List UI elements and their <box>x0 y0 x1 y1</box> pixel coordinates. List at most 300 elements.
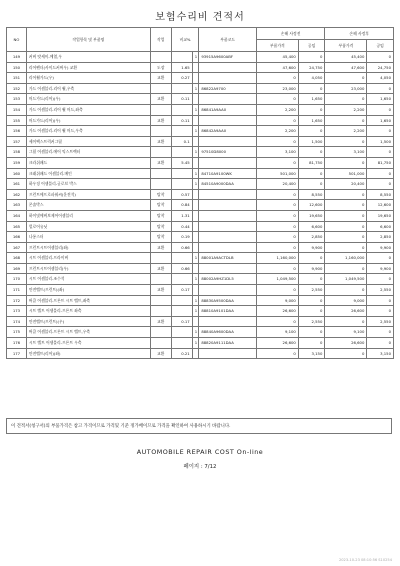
cell-rate <box>171 52 192 63</box>
cell-no: 160 <box>7 168 27 179</box>
table-row <box>7 221 394 232</box>
cell-after-parts: 2,200 <box>325 104 367 115</box>
cell-qty <box>192 221 199 232</box>
cell-no: 161 <box>7 179 27 190</box>
cell-work: 탈착 <box>150 221 171 232</box>
cell-before-labor: 81,750 <box>298 157 325 168</box>
cell-qty <box>192 157 199 168</box>
cell-item: 시트 벨트 어셈블리-프론트 좌측 <box>26 306 150 317</box>
cell-qty <box>192 348 199 359</box>
cell-work: 교환 <box>150 157 171 168</box>
cell-no: 171 <box>7 285 27 296</box>
header-part-code: 부품코드 <box>199 28 256 52</box>
cell-part-code: 88810A9101DAA <box>199 306 256 317</box>
cell-after-labor: 6,600 <box>367 221 394 232</box>
disclaimer-note: 이 견적서(청구서)의 부품가격은 참고 가격이므로 가격및 기준 정가배이므로 가격을 확인하여 사용하시기 바랍니다. <box>6 418 392 434</box>
cell-item: 시트 벨트 어셈블리-프론트 우측 <box>26 338 150 349</box>
cell-before-labor: 12,600 <box>298 200 325 211</box>
cell-part-code <box>199 316 256 327</box>
cell-before-parts: 0 <box>256 73 298 84</box>
cell-rate: 0.17 <box>171 285 192 296</box>
cell-work <box>150 83 171 94</box>
cell-before-parts: 0 <box>256 115 298 126</box>
cell-rate: 0.84 <box>171 200 192 211</box>
cell-no: 164 <box>7 210 27 221</box>
table-row <box>7 126 394 137</box>
cell-before-labor: 0 <box>298 179 325 190</box>
cell-after-labor: 81,750 <box>367 157 394 168</box>
cell-item: 크래쉬패드 어셈블리-메인 <box>26 168 150 179</box>
cell-item: 리어펜더(사이드커버우) 교환 <box>26 62 150 73</box>
cell-after-parts: 20,400 <box>325 179 367 190</box>
cell-qty <box>192 200 199 211</box>
cell-item: 안전벨트(프런트)(우) <box>26 316 150 327</box>
cell-work <box>150 52 171 63</box>
table-row <box>7 62 394 73</box>
cell-rate: 0.1 <box>171 136 192 147</box>
header-before-group: 손해 사정전 <box>256 28 325 40</box>
cell-qty: 1 <box>192 327 199 338</box>
cell-part-code <box>199 210 256 221</box>
cell-part-code <box>199 62 256 73</box>
cell-part-code <box>199 157 256 168</box>
cell-part-code: 88001A9ACTDLB <box>199 253 256 264</box>
cell-after-parts: 2,200 <box>325 126 367 137</box>
cell-qty <box>192 189 199 200</box>
cell-after-labor: 0 <box>367 179 394 190</box>
cell-after-parts: 0 <box>325 200 367 211</box>
cell-rate: 0.66 <box>171 242 192 253</box>
cell-before-labor: 2,850 <box>298 232 325 243</box>
cell-after-parts: 0 <box>325 285 367 296</box>
cell-qty <box>192 285 199 296</box>
cell-after-labor: 3,150 <box>367 348 394 359</box>
cell-part-code: 84510A9000DAA <box>199 179 256 190</box>
table-row <box>7 83 394 94</box>
cell-no: 152 <box>7 83 27 94</box>
cell-work: 탈착 <box>150 232 171 243</box>
cell-work: 교환 <box>150 285 171 296</box>
cell-rate: 0.27 <box>171 73 192 84</box>
cell-before-labor: 2,550 <box>298 285 325 296</box>
cell-work: 교환 <box>150 348 171 359</box>
cell-before-labor: 9,900 <box>298 263 325 274</box>
cell-before-labor: 0 <box>298 253 325 264</box>
cell-qty <box>192 73 199 84</box>
cell-before-labor: 0 <box>298 83 325 94</box>
cell-rate: 0.57 <box>171 189 192 200</box>
cell-qty: 1 <box>192 147 199 158</box>
cell-before-parts: 0 <box>256 221 298 232</box>
cell-before-labor: 19,650 <box>298 210 325 221</box>
cell-work: 교환 <box>150 94 171 105</box>
cell-qty: 1 <box>192 295 199 306</box>
cell-qty <box>192 62 199 73</box>
cell-no: 169 <box>7 263 27 274</box>
cell-after-parts: 9,100 <box>325 327 367 338</box>
cell-after-labor: 9,900 <box>367 242 394 253</box>
cell-item: 시트 어셈블리-조수석 <box>26 274 150 285</box>
header-after-parts: 부품가격 <box>325 40 367 52</box>
cell-before-parts: 0 <box>256 242 298 253</box>
cell-before-parts: 0 <box>256 210 298 221</box>
cell-item: 안전벨트(프런트)(좌) <box>26 285 150 296</box>
table-row <box>7 200 394 211</box>
cell-after-parts: 9,000 <box>325 295 367 306</box>
cell-part-code: 88820A9111DAA <box>199 338 256 349</box>
cell-work <box>150 327 171 338</box>
document-title: 보험수리비 견적서 <box>155 12 245 23</box>
cell-qty <box>192 263 199 274</box>
cell-after-parts: 45,400 <box>325 52 367 63</box>
cell-before-parts: 0 <box>256 200 298 211</box>
cell-work <box>150 274 171 285</box>
header-before-labor: 공임 <box>298 40 325 52</box>
cell-part-code: 88840A9600DAA <box>199 327 256 338</box>
cell-no: 166 <box>7 232 27 243</box>
cell-work <box>150 168 171 179</box>
header-before-parts: 부품가격 <box>256 40 298 52</box>
table-row <box>7 147 394 158</box>
header-rate: 비교% <box>171 28 199 52</box>
cell-after-labor: 0 <box>367 83 394 94</box>
cell-before-labor: 0 <box>298 274 325 285</box>
cell-before-labor: 1,650 <box>298 115 325 126</box>
cell-before-labor: 0 <box>298 338 325 349</box>
table-row <box>7 274 394 285</box>
cell-rate <box>171 295 192 306</box>
cell-item: 그릴 어셈블리-에어 익스트랙터 <box>26 147 150 158</box>
cell-before-parts: 23,000 <box>256 83 298 94</box>
table-row <box>7 316 394 327</box>
header-item: 작업항목 및 부품명 <box>26 28 150 52</box>
cell-work: 교환 <box>150 73 171 84</box>
cell-after-labor: 1,650 <box>367 115 394 126</box>
cell-after-labor: 0 <box>367 327 394 338</box>
cell-item: 나롱스터 <box>26 232 150 243</box>
cell-before-labor: 1,650 <box>298 94 325 105</box>
cell-before-parts: 0 <box>256 136 298 147</box>
cell-qty <box>192 210 199 221</box>
cell-no: 172 <box>7 295 27 306</box>
cell-after-parts: 0 <box>325 316 367 327</box>
cell-qty: 1 <box>192 338 199 349</box>
cell-before-parts: 1,049,500 <box>256 274 298 285</box>
table-row <box>7 232 394 243</box>
cell-item: 멀로어유닛 <box>26 221 150 232</box>
cell-no: 149 <box>7 52 27 63</box>
cell-before-labor: 2,550 <box>298 316 325 327</box>
cell-part-code: 97510D8000 <box>199 147 256 158</box>
cell-after-labor: 2,850 <box>367 232 394 243</box>
cell-after-labor: 0 <box>367 253 394 264</box>
cell-part-code <box>199 115 256 126</box>
cell-rate <box>171 179 192 190</box>
cell-rate <box>171 168 192 179</box>
cell-before-parts: 0 <box>256 94 298 105</box>
cell-rate: 0.17 <box>171 316 192 327</box>
cell-qty <box>192 232 199 243</box>
cell-qty: 1 <box>192 179 199 190</box>
cell-qty <box>192 94 199 105</box>
cell-no: 163 <box>7 200 27 211</box>
cell-before-labor: 0 <box>298 52 325 63</box>
cell-before-parts: 47,600 <box>256 62 298 73</box>
cell-after-labor: 0 <box>367 126 394 137</box>
cell-before-parts: 1,160,000 <box>256 253 298 264</box>
cell-work <box>150 104 171 115</box>
cell-after-parts: 0 <box>325 348 367 359</box>
cell-before-labor: 0 <box>298 327 325 338</box>
cell-after-labor: 0 <box>367 168 394 179</box>
cell-rate <box>171 327 192 338</box>
cell-no: 155 <box>7 115 27 126</box>
cell-after-parts: 0 <box>325 232 367 243</box>
header-after-group: 손해 사정후 <box>325 28 394 40</box>
cell-no: 153 <box>7 94 27 105</box>
cell-work: 교환 <box>150 263 171 274</box>
cell-no: 162 <box>7 189 27 200</box>
cell-after-labor: 0 <box>367 147 394 158</box>
cell-qty <box>192 115 199 126</box>
table-row <box>7 73 394 84</box>
cell-before-labor: 0 <box>298 168 325 179</box>
cell-qty: 1 <box>192 83 199 94</box>
cell-work: 교환 <box>150 316 171 327</box>
table-body <box>7 52 394 359</box>
cell-qty: 1 <box>192 253 199 264</box>
cell-before-labor: 9,900 <box>298 242 325 253</box>
cell-item: 하이및에버보제어어셈블리 <box>26 210 150 221</box>
cell-qty <box>192 316 199 327</box>
cell-after-parts: 0 <box>325 73 367 84</box>
table-row <box>7 285 394 296</box>
cell-before-labor: 6,600 <box>298 221 325 232</box>
cell-part-code: 86822A9700 <box>199 83 256 94</box>
footer-page-number: 페이지 : 7/12 <box>183 464 217 470</box>
cell-after-parts: 0 <box>325 210 367 221</box>
cell-before-parts: 2,200 <box>256 126 298 137</box>
cell-after-parts: 23,000 <box>325 83 367 94</box>
cell-item: 가드 어셈블리-리어 휠 머드,좌측 <box>26 104 150 115</box>
cell-part-code <box>199 136 256 147</box>
cell-qty: 1 <box>192 274 199 285</box>
cell-no: 168 <box>7 253 27 264</box>
cell-after-labor: 2,550 <box>367 285 394 296</box>
cell-no: 156 <box>7 126 27 137</box>
cell-after-parts: 0 <box>325 157 367 168</box>
cell-before-labor: 0 <box>298 147 325 158</box>
cell-item: 프런트에프로파워씨(운전석) <box>26 189 150 200</box>
cell-no: 159 <box>7 157 27 168</box>
cell-no: 173 <box>7 306 27 317</box>
cell-after-labor: 4,050 <box>367 73 394 84</box>
cell-before-parts: 0 <box>256 189 298 200</box>
cell-after-labor: 19,650 <box>367 210 394 221</box>
table-row <box>7 179 394 190</box>
cell-before-parts: 0 <box>256 232 298 243</box>
cell-part-code <box>199 285 256 296</box>
cell-rate: 0.66 <box>171 263 192 274</box>
cell-work <box>150 126 171 137</box>
cell-part-code <box>199 189 256 200</box>
cell-work: 교환 <box>150 115 171 126</box>
cell-after-labor: 9,900 <box>367 263 394 274</box>
cell-before-parts: 0 <box>256 157 298 168</box>
table-row <box>7 157 394 168</box>
cell-part-code <box>199 221 256 232</box>
table-row <box>7 306 394 317</box>
header-no: NO <box>7 28 27 52</box>
table-row <box>7 263 394 274</box>
cell-part-code: 88830A9500DAA <box>199 295 256 306</box>
cell-item: 안전벨트(리어)(좌) <box>26 348 150 359</box>
cell-part-code: 93915A9600ABF <box>199 52 256 63</box>
cell-before-labor: 4,050 <box>298 73 325 84</box>
table-row <box>7 338 394 349</box>
cell-after-parts: 0 <box>325 263 367 274</box>
cell-part-code: 88002A9HZ1DL5 <box>199 274 256 285</box>
header-after-labor: 공임 <box>367 40 394 52</box>
cell-after-labor: 12,600 <box>367 200 394 211</box>
print-timestamp: 2023-10-23 08:10:56 S10254 <box>338 558 392 562</box>
cell-after-labor: 0 <box>367 306 394 317</box>
cell-after-parts: 501,000 <box>325 168 367 179</box>
cell-qty <box>192 242 199 253</box>
table-row <box>7 210 394 221</box>
cell-item: 가드 어셈블리-리어 휠 머드,우측 <box>26 126 150 137</box>
cell-qty: 1 <box>192 52 199 63</box>
cell-no: 175 <box>7 327 27 338</box>
cell-rate <box>171 104 192 115</box>
cell-work: 교환 <box>150 242 171 253</box>
table-row <box>7 104 394 115</box>
cell-after-parts: 0 <box>325 136 367 147</box>
cell-after-parts: 26,600 <box>325 306 367 317</box>
cell-after-labor: 0 <box>367 104 394 115</box>
cell-after-labor: 0 <box>367 295 394 306</box>
table-row <box>7 94 394 105</box>
cell-item: 가드 어셈블리-리어 휠,우측 <box>26 83 150 94</box>
cell-item: 콘솔박스 <box>26 200 150 211</box>
cell-rate: 1.31 <box>171 210 192 221</box>
cell-rate <box>171 253 192 264</box>
cell-before-parts: 2,200 <box>256 104 298 115</box>
cell-no: 170 <box>7 274 27 285</box>
cell-qty: 1 <box>192 126 199 137</box>
table-row <box>7 348 394 359</box>
cell-before-labor: 1,500 <box>298 136 325 147</box>
cell-work: 탈착 <box>150 189 171 200</box>
cell-item: 머드가드(리어)(우) <box>26 115 150 126</box>
cell-no: 150 <box>7 62 27 73</box>
cell-part-code <box>199 94 256 105</box>
cell-work: 도장 <box>150 62 171 73</box>
cell-before-parts: 0 <box>256 316 298 327</box>
cell-after-parts: 0 <box>325 94 367 105</box>
cell-no: 157 <box>7 136 27 147</box>
cell-before-labor: 24,750 <box>298 62 325 73</box>
cell-rate: 0.11 <box>171 94 192 105</box>
cell-qty <box>192 136 199 147</box>
cell-part-code <box>199 73 256 84</box>
cell-no: 176 <box>7 338 27 349</box>
cell-item: 프런트시트어셈블리(우) <box>26 263 150 274</box>
cell-item: 프런트시트어셈블리(좌) <box>26 242 150 253</box>
cell-work <box>150 306 171 317</box>
cell-part-code <box>199 200 256 211</box>
cell-qty: 1 <box>192 104 199 115</box>
cell-part-code <box>199 348 256 359</box>
cell-rate <box>171 338 192 349</box>
cell-rate: 0.19 <box>171 232 192 243</box>
footer-app-name: AUTOMOBILE REPAIR COST On-line <box>136 448 264 456</box>
cell-part-code <box>199 242 256 253</box>
cell-before-labor: 0 <box>298 126 325 137</box>
estimate-table <box>6 27 394 359</box>
cell-after-labor: 2,550 <box>367 316 394 327</box>
cell-after-labor: 1,500 <box>367 136 394 147</box>
cell-before-parts: 9,000 <box>256 295 298 306</box>
table-row <box>7 136 394 147</box>
cell-after-parts: 0 <box>325 221 367 232</box>
cell-rate <box>171 126 192 137</box>
cell-after-parts: 47,600 <box>325 62 367 73</box>
cell-before-parts: 45,400 <box>256 52 298 63</box>
cell-rate: 0.21 <box>171 348 192 359</box>
cell-no: 174 <box>7 316 27 327</box>
cell-before-parts: 0 <box>256 263 298 274</box>
cell-work: 탈착 <box>150 200 171 211</box>
cell-no: 167 <box>7 242 27 253</box>
cell-item: 커버 앗세이-예열,우 <box>26 52 150 63</box>
cell-before-labor: 0 <box>298 306 325 317</box>
cell-after-parts: 0 <box>325 242 367 253</box>
cell-work <box>150 295 171 306</box>
cell-part-code <box>199 263 256 274</box>
cell-before-labor: 0 <box>298 104 325 115</box>
cell-work <box>150 179 171 190</box>
table-row <box>7 253 394 264</box>
cell-before-labor: 0 <box>298 295 325 306</box>
cell-after-labor: 24,750 <box>367 62 394 73</box>
header-work: 작업 <box>150 28 171 52</box>
cell-no: 151 <box>7 73 27 84</box>
cell-rate <box>171 83 192 94</box>
cell-rate: 0.11 <box>171 115 192 126</box>
table-row <box>7 327 394 338</box>
cell-before-parts: 0 <box>256 285 298 296</box>
cell-before-parts: 26,600 <box>256 306 298 317</box>
cell-after-labor: 0 <box>367 274 394 285</box>
cell-after-parts: 3,100 <box>325 147 367 158</box>
cell-after-parts: 26,600 <box>325 338 367 349</box>
cell-before-parts: 0 <box>256 348 298 359</box>
cell-item: 크라쉬패드 <box>26 157 150 168</box>
cell-part-code: 86842A9AA0 <box>199 126 256 137</box>
cell-rate: 0.44 <box>171 221 192 232</box>
cell-no: 177 <box>7 348 27 359</box>
table-row <box>7 52 394 63</box>
cell-after-parts: 1,049,500 <box>325 274 367 285</box>
cell-before-parts: 3,100 <box>256 147 298 158</box>
cell-item: 세이팩스트릭커그릴 <box>26 136 150 147</box>
cell-after-labor: 0 <box>367 52 394 63</box>
cell-item: 시트 어셈블리-프라이버 <box>26 253 150 264</box>
cell-after-labor: 1,650 <box>367 94 394 105</box>
cell-no: 158 <box>7 147 27 158</box>
table-row <box>7 168 394 179</box>
